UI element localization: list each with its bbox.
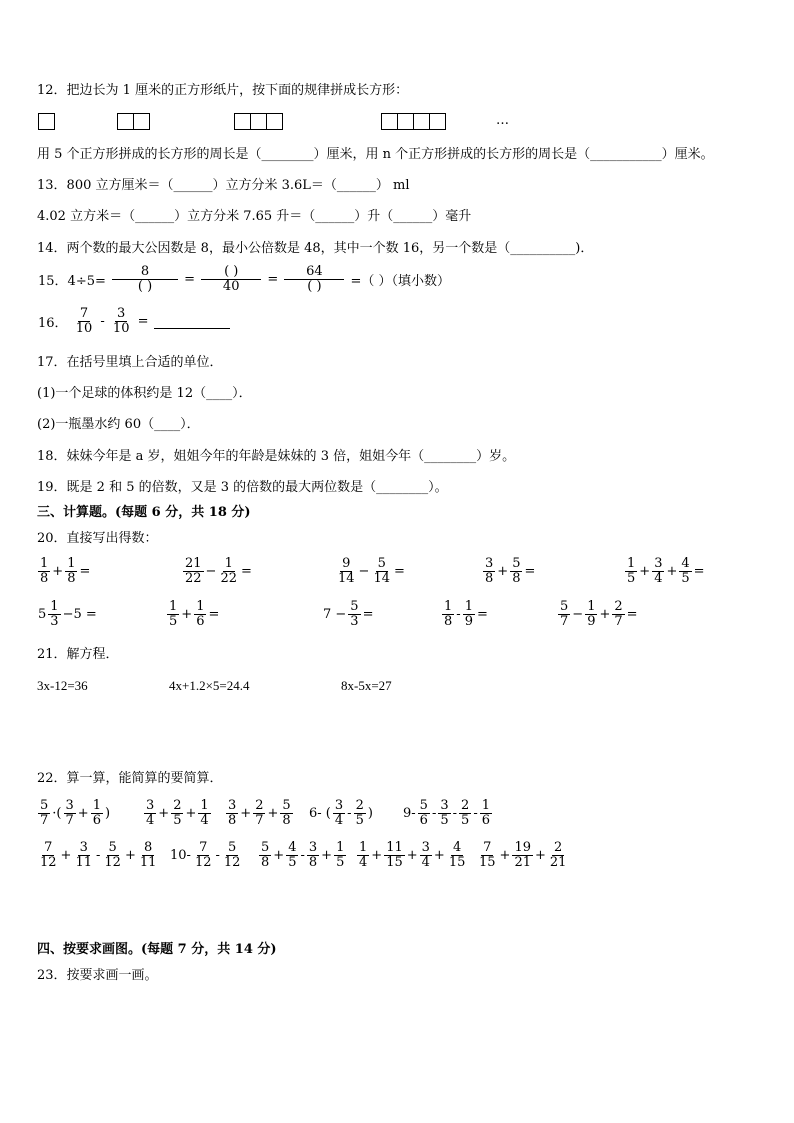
q13-line2: 4.02 立方米＝（______）立方分米 7.65 升＝（______）升（______）毫升 [37, 209, 472, 224]
square-pattern-2 [117, 113, 150, 130]
square-pattern-3 [234, 113, 283, 130]
q22-r1-2: $\frac{3}{4}$ + $\frac{2}{5}$ + $\frac{1}{4}$ [146, 798, 209, 828]
q15: 15．4÷5= $\frac{8}{( )}$ = $\frac{( )}{40}$ = $\frac{64}{( )}$ =（ ）（填小数） [38, 264, 451, 294]
q17-title: 17．在括号里填上合适的单位． [37, 355, 223, 370]
q20-r1-2: $\frac{21}{22}$ − $\frac{1}{22}$ = [185, 556, 252, 586]
q18-text: 18．妹妹今年是 a 岁，姐姐今年的年龄是妹妹的 3 倍，姐姐今年（________）岁。 [37, 449, 516, 464]
q22-title: 22．算一算，能简算的要简算． [37, 771, 223, 786]
square-pattern-1 [38, 113, 55, 130]
q22-r2-1: $\frac{7}{12}$ + $\frac{3}{11}$ - $\frac{5}{12}$ + $\frac{8}{11}$ [40, 840, 157, 870]
q21-title: 21．解方程． [37, 647, 119, 662]
q17-p1: (1)一个足球的体积约是 12（____）． [37, 386, 252, 401]
q19-text: 19．既是 2 和 5 的倍数，又是 3 的倍数的最大两位数是（________）。 [37, 480, 448, 495]
section4-title: 四、按要求画图。(每题 7 分，共 14 分) [37, 942, 277, 957]
section3-title: 三、计算题。(每题 6 分，共 18 分) [37, 505, 251, 520]
q22-r2-4: $\frac{1}{4}$ + $\frac{11}{15}$ + $\frac{3}{4}$ + $\frac{4}{15}$ [359, 840, 466, 870]
q20-r1-1: $\frac{1}{8}$ + $\frac{1}{8}$ = [40, 556, 91, 586]
q20-r2-5: $\frac{5}{7}$ − $\frac{1}{9}$ + $\frac{2}{7}$ = [560, 599, 638, 629]
q20-r2-1: 5 $\frac{1}{3}$ −5 = [38, 599, 97, 629]
q20-r2-2: $\frac{1}{5}$ + $\frac{1}{6}$ = [169, 599, 220, 629]
q21-eq-3: 8x-5x=27 [341, 678, 392, 693]
q22-r1-3: $\frac{3}{8}$ + $\frac{2}{7}$ + $\frac{5}{8}$ [228, 798, 291, 828]
q21-eq-1: 3x-12=36 [37, 678, 88, 693]
q22-r1-1: $\frac{5}{7}$ ·( $\frac{3}{7}$ + $\frac{1}{6}$ ) [40, 798, 111, 828]
q22-r2-3: $\frac{5}{8}$ + $\frac{4}{5}$ - $\frac{3}{8}$ + $\frac{1}{5}$ [261, 840, 345, 870]
q21-eq-2: 4x+1.2×5=24.4 [169, 678, 250, 693]
q20-r2-4: $\frac{1}{8}$ - $\frac{1}{9}$ = [444, 599, 488, 629]
q13-line1: 13．800 立方厘米＝（______）立方分米 3.6L＝（______） ml [37, 178, 410, 193]
q20-r1-4: $\frac{3}{8}$ + $\frac{5}{8}$ = [485, 556, 536, 586]
ellipsis: … [496, 113, 509, 128]
q20-title: 20．直接写出得数： [37, 531, 158, 546]
q20-r1-3: $\frac{9}{14}$ − $\frac{5}{14}$ = [338, 556, 405, 586]
q12-line2: 用 5 个正方形拼成的长方形的周长是（________）厘米，用 n 个正方形拼成的长方形的周长是（___________）厘米。 [37, 147, 714, 162]
q12-text: 12．把边长为 1 厘米的正方形纸片，按下面的规律拼成长方形： [37, 83, 409, 98]
q16: 16． $\frac{7}{10}$ - $\frac{3}{10}$ = [37, 307, 230, 336]
q20-r2-3: 7 − $\frac{5}{3}$ = [323, 599, 374, 629]
q23-text: 23．按要求画一画。 [37, 968, 158, 983]
square-pattern-4 [381, 113, 446, 130]
q16-answer-blank [154, 314, 230, 329]
q22-r1-5: 9- $\frac{5}{6}$ - $\frac{3}{5}$ - $\frac{2}{5}$ - $\frac{1}{6}$ [403, 798, 491, 828]
q22-r2-5: $\frac{7}{15}$ + $\frac{19}{21}$ + $\frac{2}{21}$ [479, 840, 567, 870]
q17-p2: (2)一瓶墨水约 60（____）． [37, 417, 200, 432]
q20-r1-5: $\frac{1}{5}$ + $\frac{3}{4}$ + $\frac{4}{5}$ = [627, 556, 705, 586]
q22-r2-2: 10- $\frac{7}{12}$ - $\frac{5}{12}$ [170, 840, 241, 870]
q22-r1-4: 6- ( $\frac{3}{4}$ - $\frac{2}{5}$ ) [309, 798, 373, 828]
q14-text: 14．两个数的最大公因数是 8，最小公倍数是 48，其中一个数 16，另一个数是（__________)． [37, 241, 594, 256]
